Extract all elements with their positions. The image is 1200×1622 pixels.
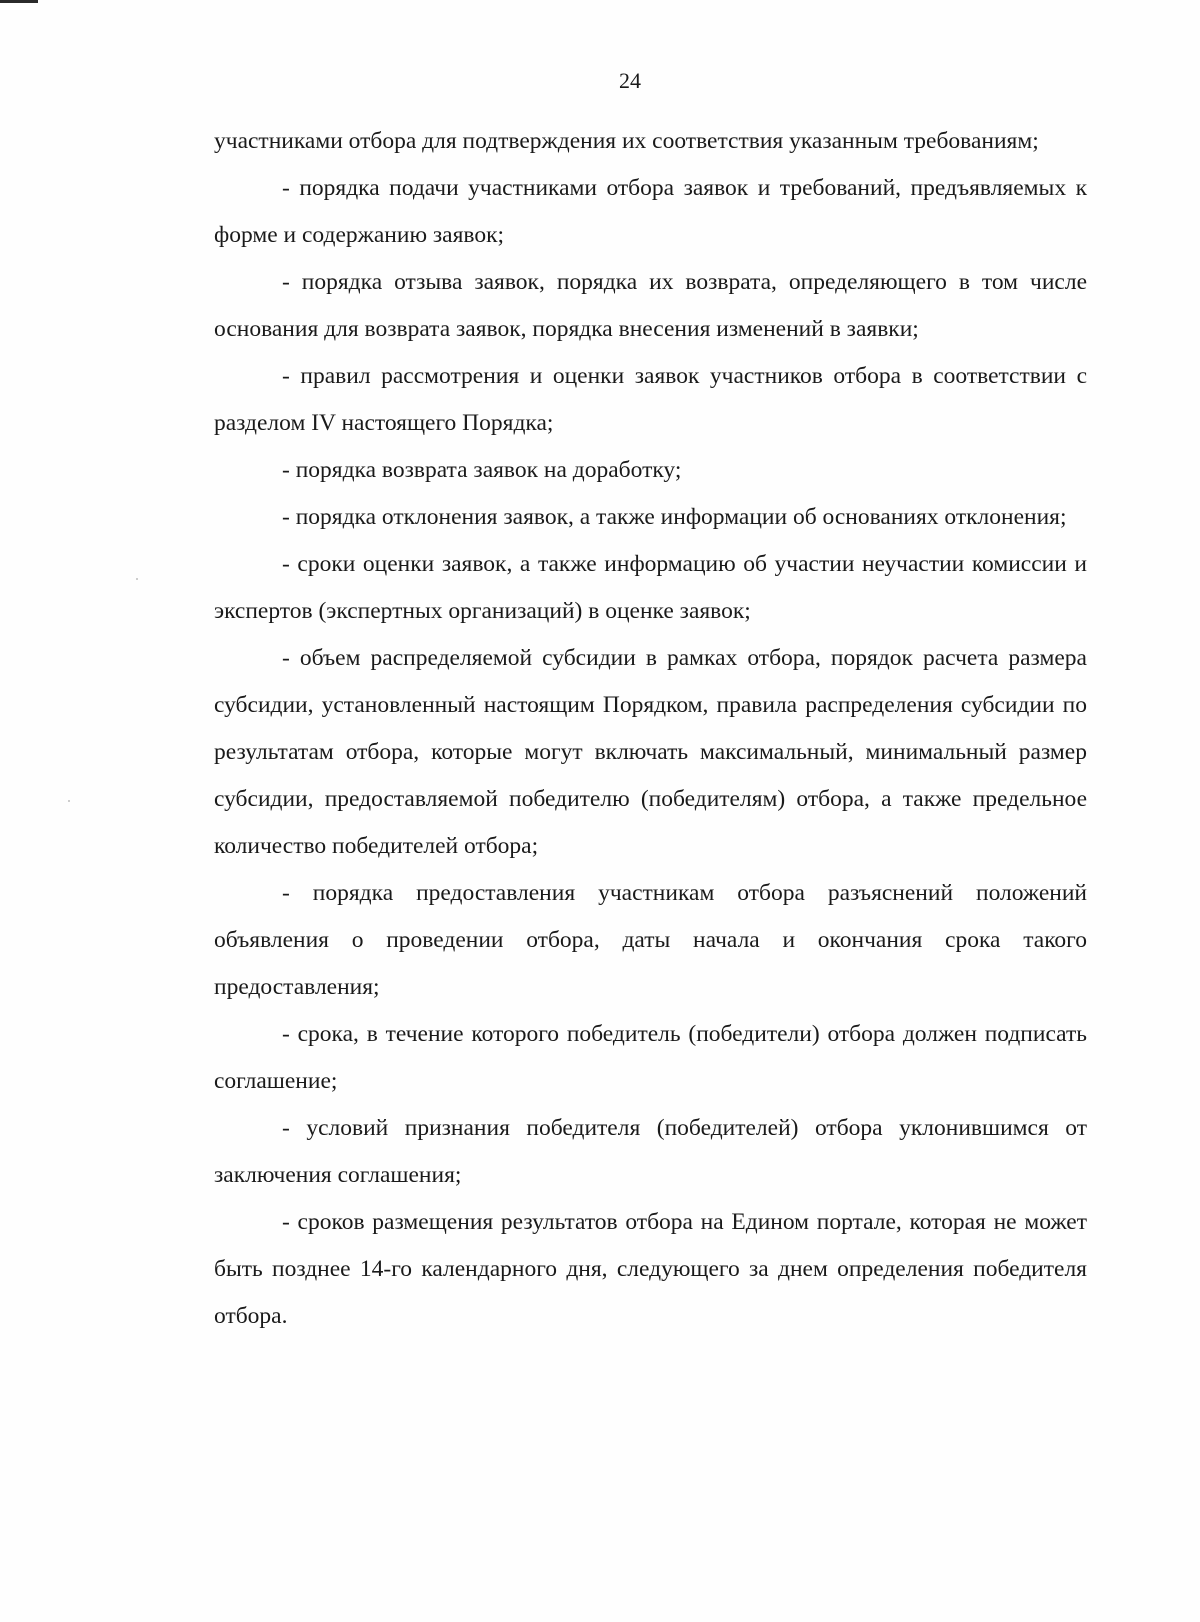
list-item-evasion-conditions: - условий признания победителя (победителей) отбора уклонившимся от заключения соглашения;	[214, 1115, 1087, 1188]
list-item-withdrawal-procedure: - порядка отзыва заявок, порядка их возврата, определяющего в том числе основания для возврата заявок, порядка внесения изменений в заявки;	[214, 269, 1087, 342]
paragraph-continuation: участниками отбора для подтверждения их соответствия указанным требованиям;	[214, 128, 1039, 154]
list-item-return-for-revision: - порядка возврата заявок на доработку;	[282, 457, 682, 483]
list-item-rejection-procedure: - порядка отклонения заявок, а также информации об основаниях отклонения;	[282, 504, 1067, 530]
list-item-subsidy-volume: - объем распределяемой субсидии в рамках отбора, порядок расчета размера субсидии, установленный настоящим Порядком, правила распределения субсидии по результатам отбора, которые могут включать максимальный, минимальный размер субсидии, предоставляемой победителю (победителям) отбора, а также предельное количество победителей отбора;	[214, 645, 1087, 859]
list-item-evaluation-terms: - сроки оценки заявок, а также информацию об участии неучастии комиссии и экспертов (экспертных организаций) в оценке заявок;	[214, 551, 1087, 624]
scan-speck	[136, 578, 138, 580]
document-body	[214, 118, 1087, 1340]
list-item-submission-procedure: - порядка подачи участниками отбора заявок и требований, предъявляемых к форме и содержанию заявок;	[214, 175, 1087, 248]
page-number: 24	[619, 68, 641, 93]
scan-speck	[68, 800, 70, 802]
list-item-signing-deadline: - срока, в течение которого победитель (победители) отбора должен подписать соглашение;	[214, 1021, 1087, 1094]
list-item-results-publication: - сроков размещения результатов отбора на Едином портале, которая не может быть позднее 14-го календарного дня, следующего за днем определения победителя отбора.	[214, 1209, 1087, 1329]
list-item-clarifications: - порядка предоставления участникам отбора разъяснений положений объявления о проведении отбора, даты начала и окончания срока такого предоставления;	[214, 880, 1087, 1000]
list-item-review-rules: - правил рассмотрения и оценки заявок участников отбора в соответствии с разделом IV настоящего Порядка;	[214, 363, 1087, 436]
scan-edge-mark	[0, 0, 38, 3]
